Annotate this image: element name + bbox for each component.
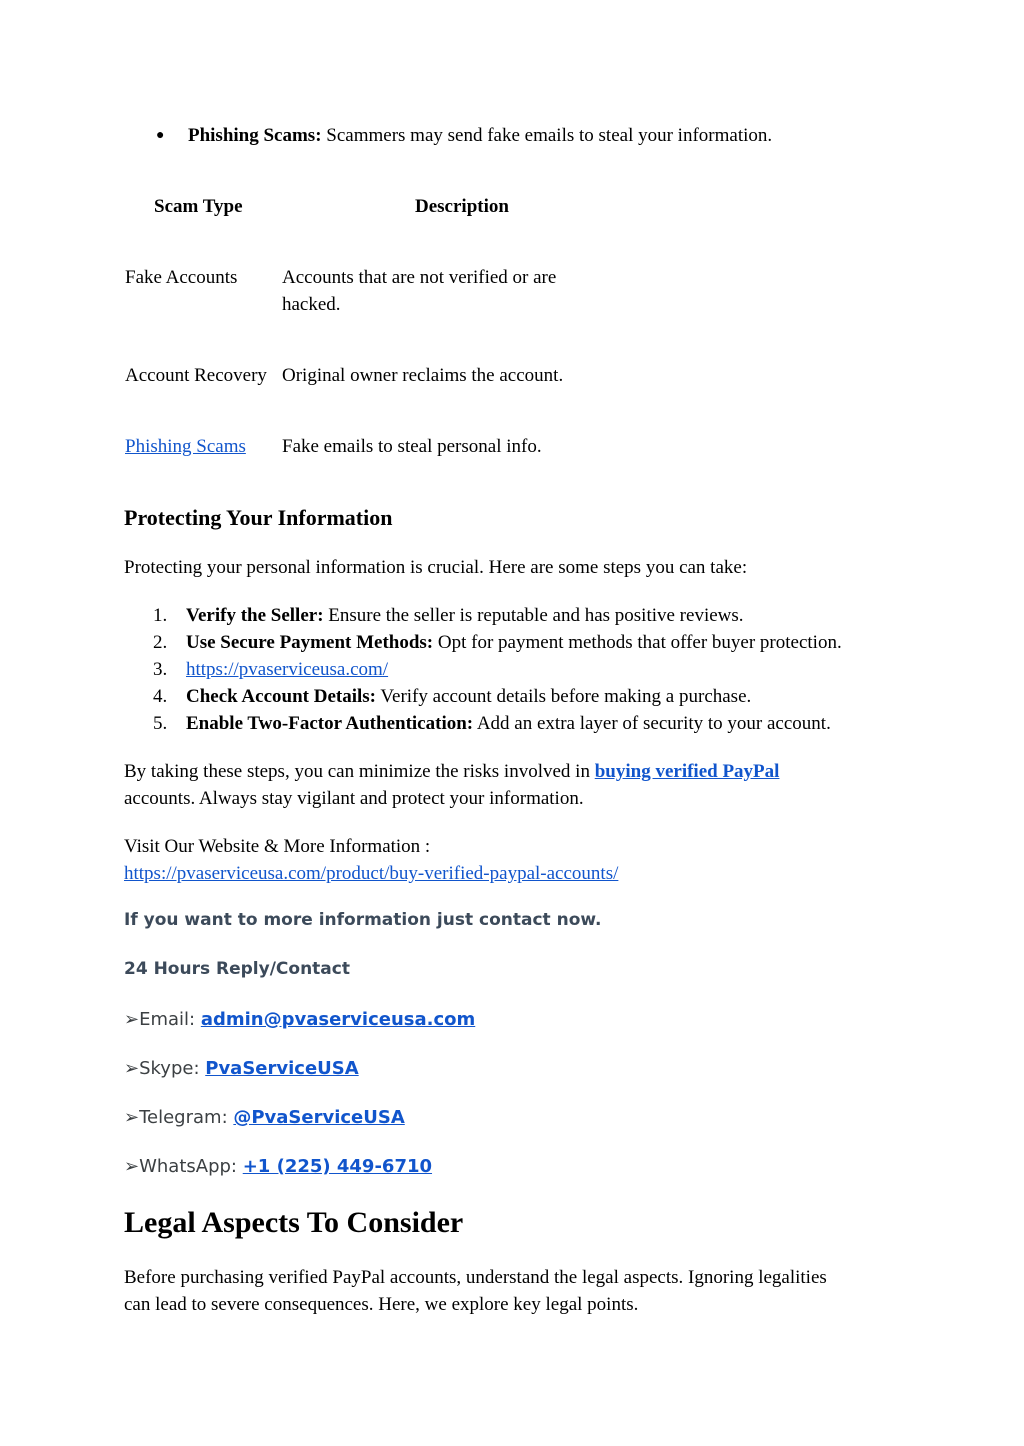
legal-heading: Legal Aspects To Consider (124, 1206, 464, 1239)
contact-label: Telegram: (139, 1107, 234, 1128)
step-label: Verify the Seller: (186, 605, 324, 626)
list-number: 5. (153, 713, 168, 734)
list-number: 2. (153, 632, 168, 653)
list-item (153, 602, 744, 629)
contact-skype (124, 1056, 359, 1082)
contact-email (124, 1007, 475, 1033)
table-cell-desc: Accounts that are not verified or are (282, 267, 557, 288)
table-cell-desc: Original owner reclaims the account. (282, 365, 564, 386)
legal-line1: Before purchasing verified PayPal accounts, understand the legal aspects. Ignoring legalities (124, 1267, 827, 1288)
reply-heading: 24 Hours Reply/Contact (124, 959, 350, 979)
summary-line1 (124, 758, 779, 785)
contact-label: WhatsApp: (139, 1156, 243, 1177)
protect-heading: Protecting Your Information (124, 505, 393, 530)
step-text: Opt for payment methods that offer buyer protection. (433, 632, 842, 653)
summary-text: By taking these steps, you can minimize the risks involved in (124, 761, 595, 782)
step-label: Enable Two-Factor Authentication: (186, 713, 474, 734)
pvaserviceusa-link[interactable]: https://pvaserviceusa.com/ (186, 659, 389, 680)
table-header-scam-type: Scam Type (154, 196, 243, 217)
bullet-item (156, 122, 772, 149)
protect-intro: Protecting your personal information is crucial. Here are some steps you can take: (124, 557, 748, 578)
table-cell-type: Account Recovery (125, 365, 267, 386)
contact-heading: If you want to more information just contact now. (124, 910, 602, 930)
product-url-link[interactable]: https://pvaserviceusa.com/product/buy-verified-paypal-accounts/ (124, 863, 619, 884)
arrow-icon: ➢ (124, 1107, 140, 1128)
buying-verified-paypal-link[interactable]: buying verified PayPal (594, 761, 780, 782)
visit-label: Visit Our Website & More Information : (124, 836, 431, 857)
bullet-text: Scammers may send fake emails to steal your information. (321, 125, 773, 146)
arrow-icon: ➢ (124, 1058, 140, 1079)
contact-whatsapp (124, 1154, 432, 1180)
table-cell-desc: Fake emails to steal personal info. (282, 436, 542, 457)
summary-line2: accounts. Always stay vigilant and protect your information. (124, 788, 584, 809)
email-link[interactable]: admin@pvaserviceusa.com (200, 1009, 476, 1030)
arrow-icon: ➢ (124, 1009, 140, 1030)
table-cell-type: Fake Accounts (125, 267, 238, 288)
contact-telegram (124, 1105, 405, 1131)
list-item (153, 710, 831, 737)
step-text: Verify account details before making a purchase. (375, 686, 752, 707)
bullet-label: Phishing Scams: (187, 125, 322, 146)
step-text: Add an extra layer of security to your account. (473, 713, 831, 734)
phishing-scams-link[interactable]: Phishing Scams (125, 436, 246, 457)
table-header-description: Description (415, 196, 509, 217)
contact-label: Email: (139, 1009, 201, 1030)
step-text: Ensure the seller is reputable and has positive reviews. (323, 605, 744, 626)
bullet-glyph: ● (156, 128, 165, 143)
legal-line2: can lead to severe consequences. Here, we explore key legal points. (124, 1294, 639, 1315)
list-number: 3. (153, 659, 168, 680)
list-number: 1. (153, 605, 168, 626)
contact-label: Skype: (139, 1058, 206, 1079)
list-number: 4. (153, 686, 168, 707)
list-item (153, 629, 842, 656)
step-label: Use Secure Payment Methods: (186, 632, 434, 653)
list-item (153, 656, 388, 683)
telegram-link[interactable]: @PvaServiceUSA (233, 1107, 405, 1128)
whatsapp-link[interactable]: +1 (225) 449-6710 (242, 1156, 433, 1177)
list-item (153, 683, 751, 710)
step-label: Check Account Details: (186, 686, 376, 707)
table-cell-desc-cont: hacked. (282, 294, 341, 315)
arrow-icon: ➢ (124, 1156, 140, 1177)
skype-link[interactable]: PvaServiceUSA (205, 1058, 359, 1079)
